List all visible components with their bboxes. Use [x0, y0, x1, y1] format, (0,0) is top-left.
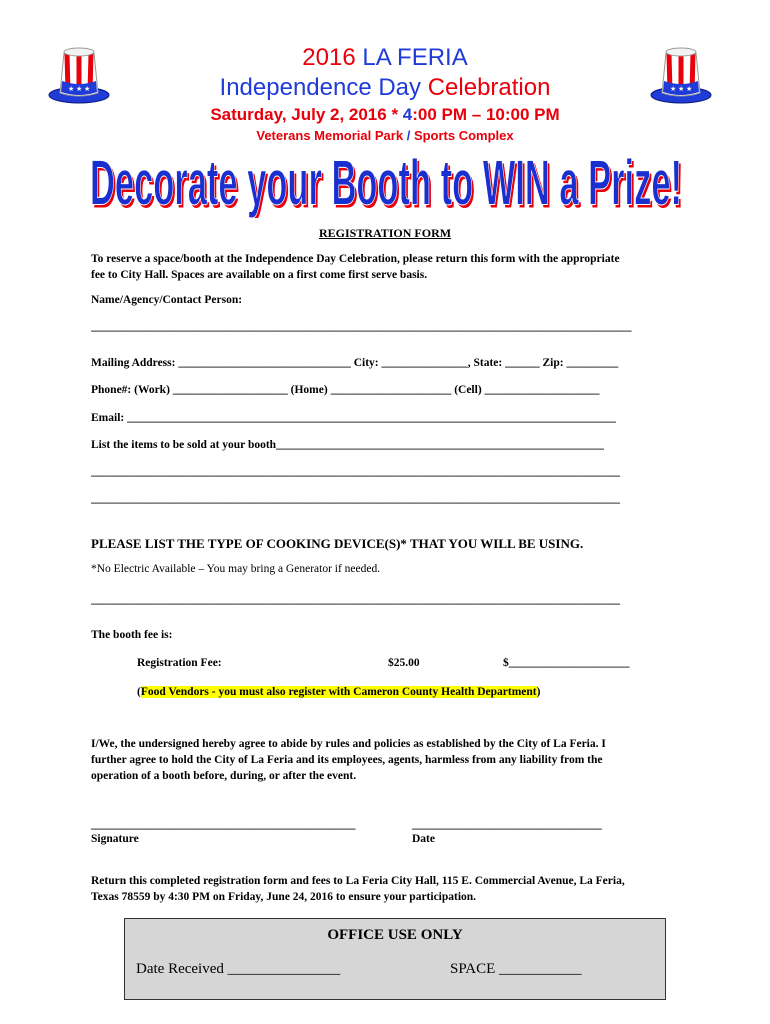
agreement-paragraph: [91, 736, 606, 784]
items-field-line[interactable]: ____________________________________________________________________________________________: [91, 466, 620, 478]
prize-banner-shadow: Decorate your Booth to WIN a Prize!: [91, 150, 684, 218]
fee-paid-field[interactable]: $_____________________: [503, 657, 630, 669]
items-field[interactable]: List the items to be sold at your booth_________________________________________________________: [91, 439, 604, 451]
event-year: 2016: [302, 44, 356, 71]
agreement-line: further agree to hold the City of La Feria and its employees, agents, harmless from any liability from the: [91, 754, 603, 766]
event-date: [0, 104, 770, 126]
event-date-part2: 4: [402, 105, 413, 124]
return-instructions: [91, 873, 625, 905]
return-line: Return this completed registration form and fees to La Feria City Hall, 115 E. Commercial Avenue, La Feria,: [91, 875, 625, 887]
intro-line: To reserve a space/booth at the Independence Day Celebration, please return this form with the appropriate: [91, 253, 620, 265]
email-field[interactable]: Email: _____________________________________________________________________________________: [91, 412, 616, 424]
event-venue: [0, 128, 770, 144]
cooking-heading: PLEASE LIST THE TYPE OF COOKING DEVICE(S)* THAT YOU WILL BE USING.: [91, 536, 584, 551]
name-label: Name/Agency/Contact Person:: [91, 294, 243, 306]
cooking-field[interactable]: ____________________________________________________________________________________________: [91, 594, 620, 606]
signature-field[interactable]: ______________________________________________: [91, 819, 356, 831]
event-venue-part2: /: [406, 128, 411, 143]
space-field[interactable]: SPACE ___________: [450, 961, 582, 977]
office-use-box: [124, 918, 666, 1000]
event-subtitle-blue: Independence Day: [219, 74, 422, 101]
mailing-address-field[interactable]: Mailing Address: ______________________________ City: _______________, State: ______ Zip: _________: [91, 357, 619, 369]
intro-line: fee to City Hall. Spaces are available on a first come first serve basis.: [91, 269, 428, 281]
registration-heading: [0, 224, 770, 242]
intro-paragraph: [91, 251, 691, 283]
event-subtitle-red: Celebration: [427, 74, 551, 101]
date-field[interactable]: _________________________________: [412, 819, 602, 831]
agreement-line: I/We, the undersigned hereby agree to abide by rules and policies as established by the City of La Feria. I: [91, 738, 606, 750]
return-line: Texas 78559 by 4:30 PM on Friday, June 24, 2016 to ensure your participation.: [91, 891, 477, 903]
prize-banner: [86, 150, 686, 218]
name-field[interactable]: ______________________________________________________________________________________________: [91, 321, 632, 333]
cooking-note: *No Electric Available – You may bring a Generator if needed.: [91, 563, 381, 575]
event-venue-part1: Veterans Memorial Park: [256, 128, 404, 143]
svg-text:★ ★ ★: ★ ★ ★: [68, 85, 91, 93]
event-date-part3: :00 PM – 10:00 PM: [412, 105, 560, 124]
registration-heading-text: REGISTRATION FORM: [318, 226, 452, 240]
event-date-part1: Saturday, July 2, 2016 *: [210, 105, 399, 124]
food-note-open: (: [137, 686, 141, 698]
food-note-close: ): [536, 686, 541, 698]
event-venue-part3: Sports Complex: [413, 128, 514, 143]
fee-heading: The booth fee is:: [91, 629, 173, 641]
date-received-field[interactable]: Date Received _______________: [136, 961, 341, 977]
svg-text:★ ★ ★: ★ ★ ★: [670, 85, 693, 93]
prize-banner-text: Decorate your Booth to WIN a Prize!: [89, 150, 682, 218]
office-use-title: OFFICE USE ONLY: [327, 927, 463, 943]
items-field-line[interactable]: ____________________________________________________________________________________________: [91, 493, 620, 505]
date-label: Date: [412, 833, 435, 845]
food-note-text: Food Vendors - you must also register with Cameron County Health Department: [140, 686, 537, 698]
event-title: [0, 44, 770, 72]
food-vendor-note: [137, 684, 540, 700]
fee-amount: $25.00: [388, 657, 420, 669]
event-city: LA FERIA: [362, 44, 468, 71]
agreement-line: operation of a booth before, during, or after the event.: [91, 770, 357, 782]
fee-label: Registration Fee:: [137, 657, 222, 669]
phone-field[interactable]: Phone#: (Work) ____________________ (Home) _____________________ (Cell) ____________________: [91, 384, 600, 396]
signature-label: Signature: [91, 833, 139, 845]
event-subtitle: [0, 74, 770, 102]
